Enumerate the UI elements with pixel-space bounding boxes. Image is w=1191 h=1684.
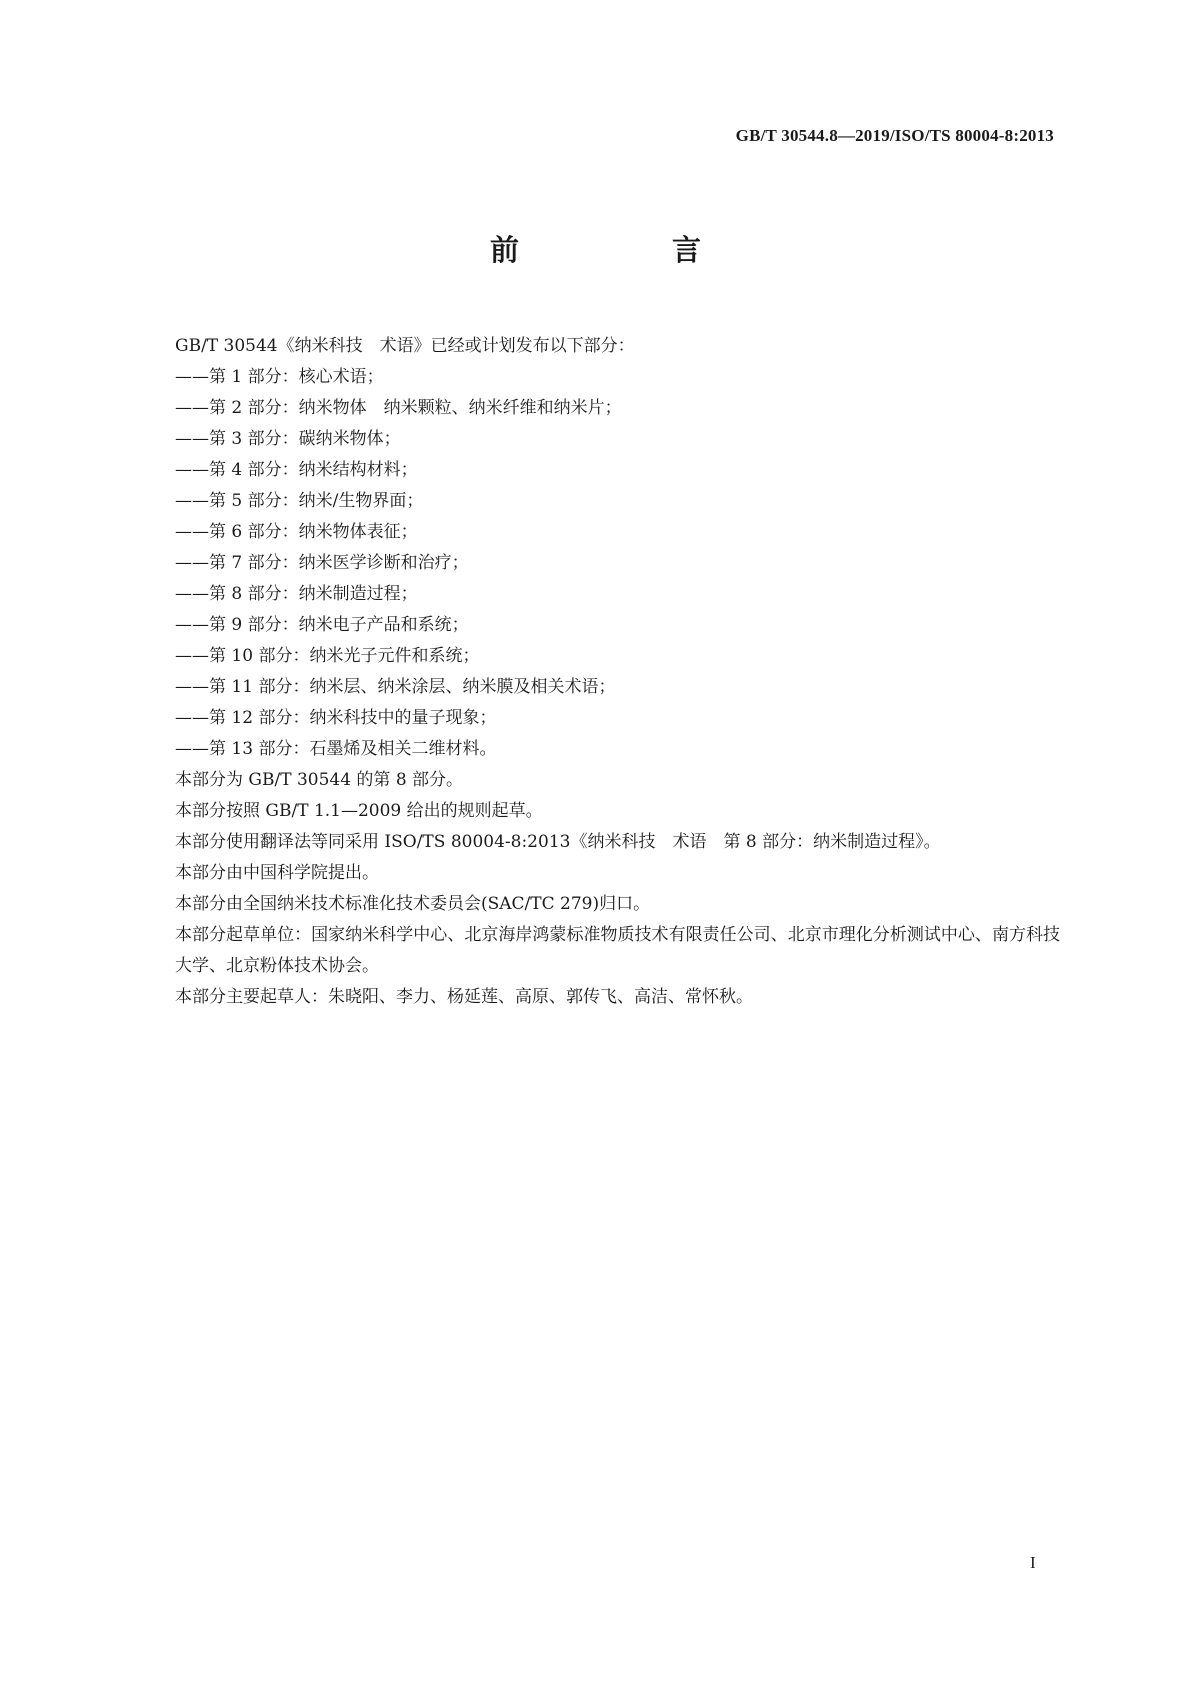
list-item: ——第 3 部分：碳纳米物体；: [175, 429, 401, 449]
list-item: ——第 2 部分：纳米物体 纳米颗粒、纳米纤维和纳米片；: [175, 398, 622, 418]
list-item: ——第 9 部分：纳米电子产品和系统；: [175, 615, 469, 635]
list-item: ——第 1 部分：核心术语；: [175, 367, 384, 387]
list-item: ——第 11 部分：纳米层、纳米涂层、纳米膜及相关术语；: [175, 677, 616, 697]
paragraph-proposer: 本部分由中国科学院提出。: [175, 863, 379, 883]
list-item: ——第 8 部分：纳米制造过程；: [175, 584, 418, 604]
list-item: ——第 7 部分：纳米医学诊断和治疗；: [175, 553, 469, 573]
paragraph-drafting-rules: 本部分按照 GB/T 1.1—2009 给出的规则起草。: [175, 801, 543, 821]
list-item: ——第 10 部分：纳米光子元件和系统；: [175, 646, 480, 666]
foreword-body: [140, 331, 1060, 1013]
standard-code-header: GB/T 30544.8—2019/ISO/TS 80004-8:2013: [735, 126, 1054, 145]
list-item: ——第 5 部分：纳米/生物界面；: [175, 491, 424, 511]
paragraph-adoption: 本部分使用翻译法等同采用 ISO/TS 80004-8:2013《纳米科技 术语 第 8 部分：纳米制造过程》。: [175, 832, 941, 852]
parts-list: [140, 362, 1060, 765]
list-item: ——第 13 部分：石墨烯及相关二维材料。: [175, 739, 497, 759]
paragraph-committee: 本部分由全国纳米技术标准化技术委员会(SAC/TC 279)归口。: [175, 894, 651, 914]
page-title: 前 言: [489, 233, 763, 267]
page-number: I: [1030, 1553, 1036, 1572]
list-item: ——第 6 部分：纳米物体表征；: [175, 522, 418, 542]
paragraph-drafting-units: 本部分起草单位：国家纳米科学中心、北京海岸鸿蒙标准物质技术有限责任公司、北京市理化分析测试中心、南方科技大学、北京粉体技术协会。: [175, 925, 1060, 976]
intro-paragraph: GB/T 30544《纳米科技 术语》已经或计划发布以下部分：: [175, 336, 635, 356]
list-item: ——第 12 部分：纳米科技中的量子现象；: [175, 708, 497, 728]
paragraph-drafters: 本部分主要起草人：朱晓阳、李力、杨延莲、高原、郭传飞、高洁、常怀秋。: [175, 987, 753, 1007]
list-item: ——第 4 部分：纳米结构材料；: [175, 460, 418, 480]
paragraph-part-number: 本部分为 GB/T 30544 的第 8 部分。: [175, 770, 464, 790]
